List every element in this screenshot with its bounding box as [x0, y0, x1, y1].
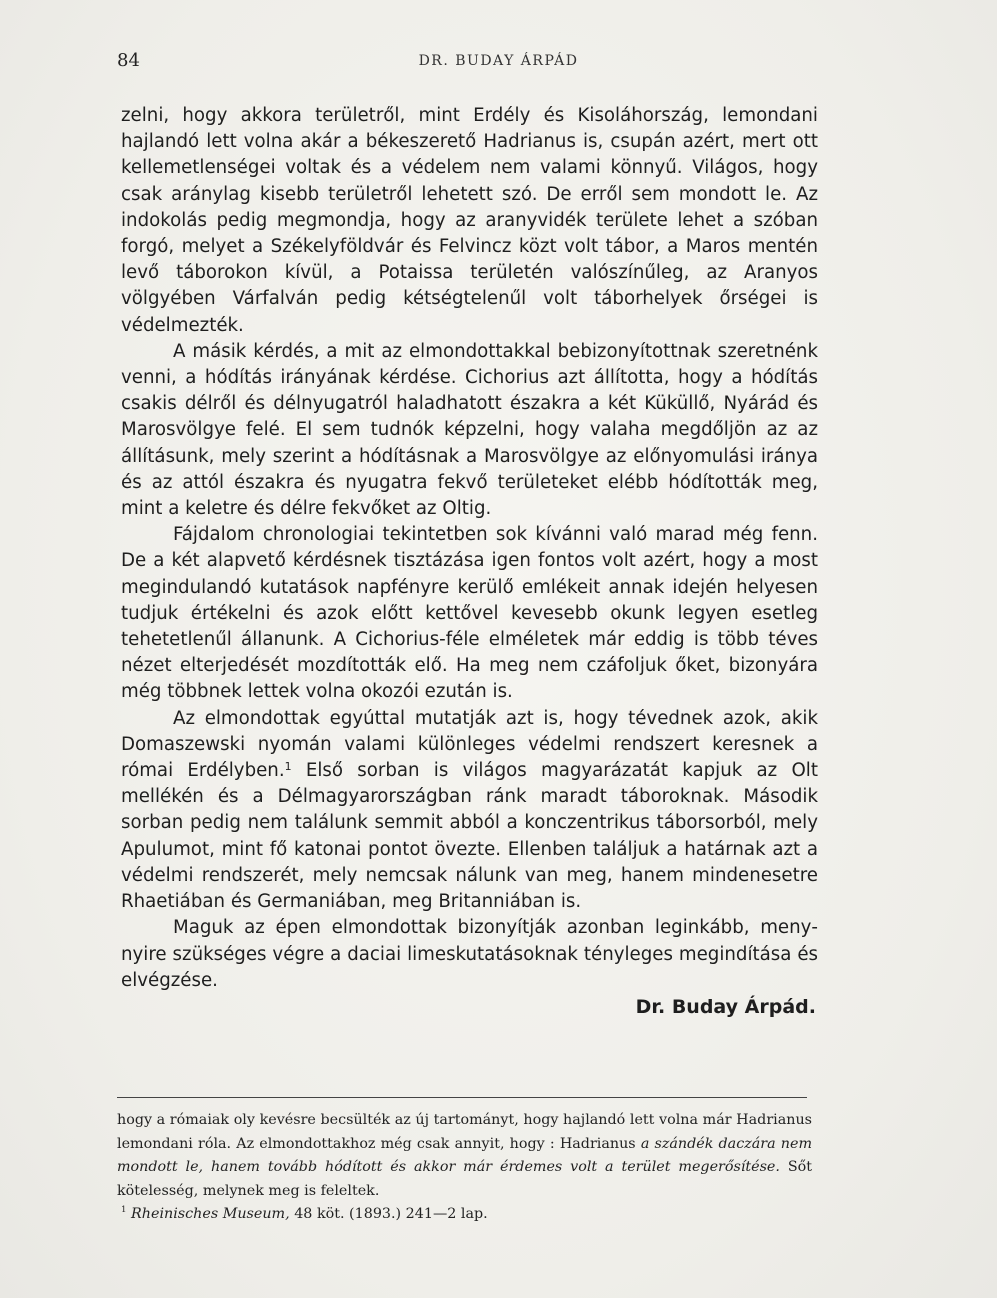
paragraph-2: A másik kérdés, a mit az elmondottakkal bebizonyítottnak szeretnénk venni, a hódítás irányának kérdése. Cichorius azt állította, hogy a hódítás csakis délről és délnyugatról haladhatott északra a két Küküllő, Nyárád és Marosvölgye felé. El sem tudnók képzelni, hogy valaha megdőljön az az állításunk, mely szerint a hódításnak a Marosvölgye az előnyomulási iránya és az attól északra és nyugatra fekvő területeket elébb hódították meg, mint a keletre és délre fekvőket az Oltig.: [121, 340, 818, 520]
footnote-1: [117, 1203, 812, 1227]
paragraph-5: Maguk az épen elmondottak bizonyítják azonban leginkább, menynyire szükséges végre a daciai limeskutatásoknak tényleges megindítása és elvégzése.: [121, 917, 818, 991]
footnote-continuation-italic: a szándék daczára nem mondott le, hanem tovább hódított és akkor már érdemes volt a terület megerősítése.: [117, 1135, 812, 1175]
footnotes: [117, 1109, 812, 1227]
paragraph-4: [121, 706, 818, 916]
footnote-ref-1[interactable]: 1: [284, 760, 292, 774]
paragraph-1: zelni, hogy akkora területről, mint Erdély és Kisoláhország, lemondani hajlandó lett volna akár a békeszerető Hadrianus is, csupán azért, mert ott kellemetlenségei voltak és a védelem nem valami könnyű. Világos, hogy csak aránylag kisebb területről lehetett szó. De erről sem mondott le. Az indokolás pedig megmondja, hogy az aranyvidék területe lehet a szóban forgó, melyet a Székelyföldvár és Felvincz közt volt tábor, a Maros mentén levő táborokon kívül, a Potaissa területén valószínűleg, az Aranyos völgyében Várfalván pedig kétségtelenűl volt táborhelyek őrségei is védelmezték.: [121, 105, 818, 336]
footnote-separator: [117, 1097, 807, 1098]
paragraph-4-text-a: Az elmondottak egyúttal mutatják azt is, hogy tévednek azok, akik Domaszewski nyomán valami különleges védelmi rendszert keresnek a római Erdélyben.: [121, 707, 818, 782]
footnote-1-source: Rheinisches Museum,: [131, 1206, 290, 1222]
paragraph-4-text-b: Első sorban is világos magyarázatát kapjuk az Olt mellékén és a Délmagyarországban ránk maradt táboroknak. Második sorban pedig nem találunk semmit abból a konczentrikus táborsorból, mely Apulumot, mint fő katonai pontot övezte. Ellenben találjuk a határnak azt a védelmi rendszerét, mely nemcsak nálunk van meg, hanem mindenesetre Rhaetiában és Germaniában, meg Britanniában is.: [121, 760, 818, 913]
footnote-1-mark: 1: [121, 1205, 127, 1215]
running-head: DR. BUDAY ÁRPÁD: [418, 53, 579, 69]
paragraph-3: Fájdalom chronologiai tekintetben sok kívánni való marad még fenn. De a két alapvető kérdésnek tisztázása igen fontos volt azért, hogy a most megindulandó kutatások napfényre kerülő emlékeit annak idején helyesen tudjuk értékelni és azok előtt kettővel kevesebb okunk legyen esetleg tehetetlenűl állanunk. A Cichorius-féle elméletek már eddig is több téves nézet elterjedését mozdították elő. Ha meg nem czáfoljuk őket, bizonyára még többnek lettek volna okozói ezután is.: [121, 524, 818, 703]
footnote-continuation: [117, 1109, 812, 1203]
article-body: [121, 103, 818, 1020]
author-signature: Dr. Buday Árpád.: [635, 995, 816, 1018]
page-number: 84: [117, 50, 140, 71]
footnote-continuation-tail: Sőt kötelesség, melynek meg is feleltek.: [117, 1159, 812, 1199]
footnote-1-details: 48 köt. (1893.) 241—2 lap.: [289, 1206, 488, 1222]
footnote-continuation-text: hogy a rómaiak oly kevésre becsülték az új tartományt, hogy hajlandó lett volna már Hadrianus lemondani róla. Az elmondottakhoz még csak annyit, hogy : Hadrianus: [117, 1112, 812, 1152]
page-header: [0, 50, 997, 80]
